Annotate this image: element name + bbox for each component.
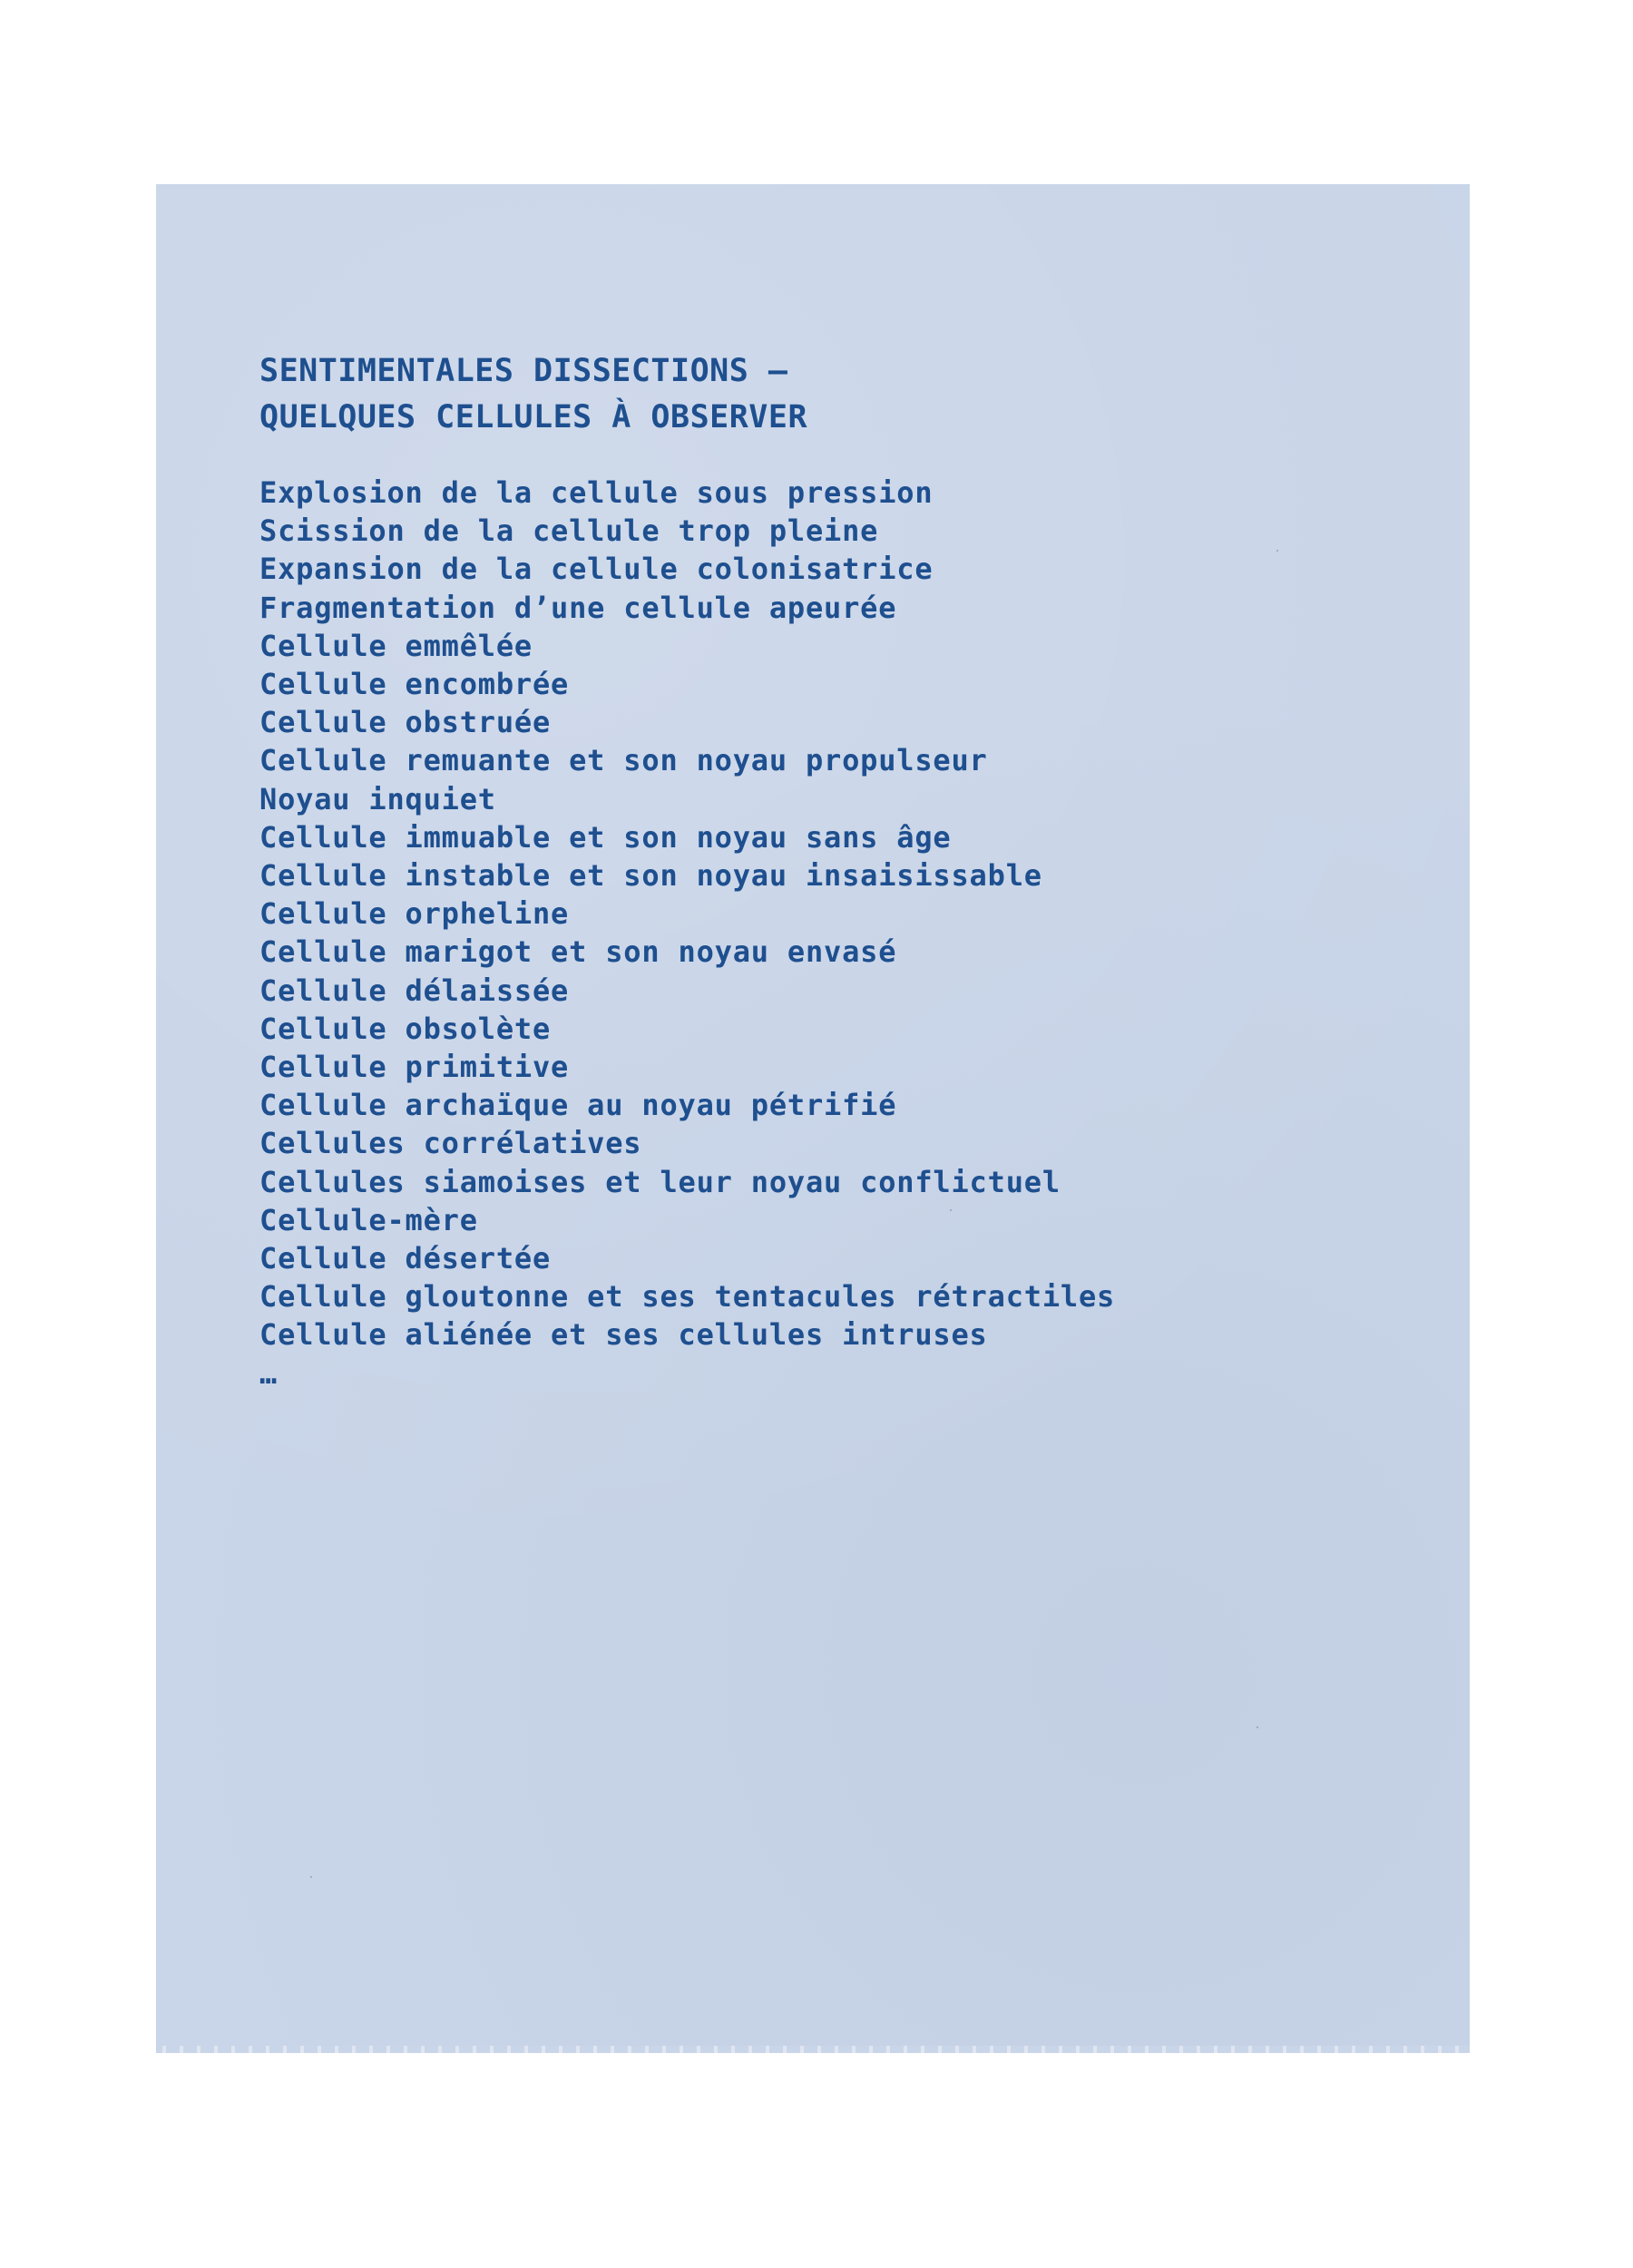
cell-list bbox=[259, 474, 1257, 1393]
list-item: Expansion de la cellule colonisatrice bbox=[259, 552, 934, 587]
list-item: Cellule emmêlée bbox=[259, 628, 533, 663]
list-item: Cellule délaissée bbox=[259, 973, 570, 1008]
title-line-1: SENTIMENTALES DISSECTIONS — bbox=[259, 353, 788, 389]
list-item: Cellule marigot et son noyau envasé bbox=[259, 934, 897, 970]
paper-speck bbox=[310, 1876, 312, 1878]
poem-text bbox=[259, 348, 1257, 1393]
document-title bbox=[259, 348, 1257, 441]
ellipsis-item: … bbox=[259, 1355, 279, 1391]
list-item: Cellule primitive bbox=[259, 1050, 570, 1085]
list-item: Fragmentation d’une cellule apeurée bbox=[259, 590, 897, 625]
list-item: Cellule-mère bbox=[259, 1202, 478, 1237]
list-item: Cellules siamoises et leur noyau conflictuel bbox=[259, 1164, 1061, 1199]
list-item: Scission de la cellule trop pleine bbox=[259, 513, 879, 549]
list-item: Cellule désertée bbox=[259, 1241, 552, 1276]
list-item: Cellule obsolète bbox=[259, 1011, 552, 1046]
list-item: Cellule aliénée et ses cellules intruses bbox=[259, 1317, 988, 1353]
torn-bottom-edge bbox=[156, 2046, 1470, 2053]
list-item: Cellule obstruée bbox=[259, 705, 552, 740]
list-item: Cellule remuante et son noyau propulseur bbox=[259, 743, 988, 778]
paper-speck bbox=[1276, 550, 1278, 552]
list-item: Cellules corrélatives bbox=[259, 1126, 642, 1161]
list-item: Cellule gloutonne et ses tentacules rétractiles bbox=[259, 1279, 1116, 1315]
list-item: Cellule archaïque au noyau pétrifié bbox=[259, 1088, 897, 1123]
list-item: Explosion de la cellule sous pression bbox=[259, 475, 934, 510]
list-item: Cellule instable et son noyau insaisissable bbox=[259, 858, 1042, 894]
list-item: Cellule encombrée bbox=[259, 667, 570, 702]
list-item: Noyau inquiet bbox=[259, 781, 496, 816]
list-item: Cellule immuable et son noyau sans âge bbox=[259, 819, 952, 855]
paper-speck bbox=[1257, 1726, 1258, 1728]
title-line-2: QUELQUES CELLULES À OBSERVER bbox=[259, 399, 808, 435]
list-item: Cellule orpheline bbox=[259, 896, 570, 932]
